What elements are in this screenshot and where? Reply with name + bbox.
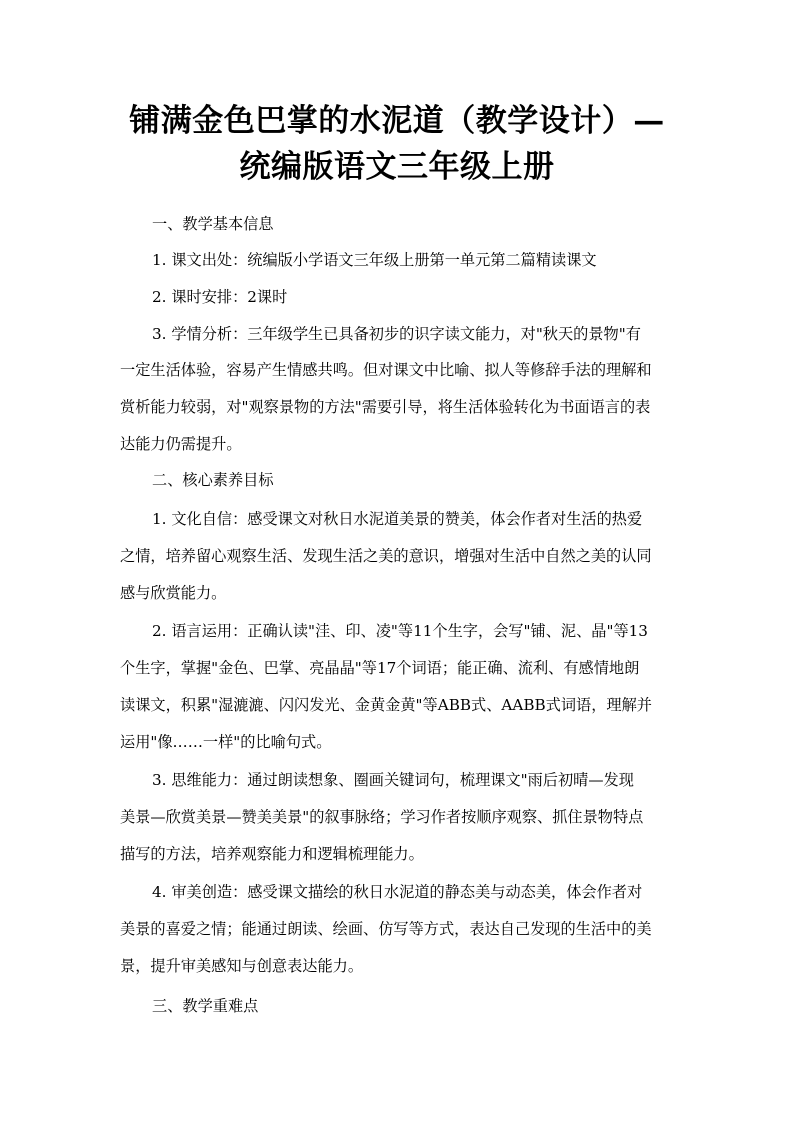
goal-thinking-line-1: 3. 思维能力：通过朗读想象、圈画关键词句，梳理课文"雨后初晴—发现 bbox=[152, 771, 634, 789]
info-item-analysis-line-4: 达能力仍需提升。 bbox=[120, 435, 242, 453]
info-item-hours: 2. 课时安排：2课时 bbox=[152, 288, 288, 306]
goal-culture-line-3: 感与欣赏能力。 bbox=[120, 584, 227, 602]
section-heading-basic-info: 一、教学基本信息 bbox=[152, 215, 274, 233]
goal-language-line-4: 运用"像……一样"的比喻句式。 bbox=[120, 733, 332, 751]
goal-aesthetic-line-3: 景，提升审美感知与创意表达能力。 bbox=[120, 957, 363, 975]
section-heading-key-difficulties: 三、教学重难点 bbox=[152, 997, 259, 1015]
goal-aesthetic-line-1: 4. 审美创造：感受课文描绘的秋日水泥道的静态美与动态美，体会作者对 bbox=[152, 883, 643, 901]
goal-language-line-3: 读课文，积累"湿漉漉、闪闪发光、金黄金黄"等ABB式、AABB式词语，理解并 bbox=[120, 696, 652, 714]
info-item-analysis-line-1: 3. 学情分析：三年级学生已具备初步的识字读文能力，对"秋天的景物"有 bbox=[152, 325, 641, 343]
goal-language-line-1: 2. 语言运用：正确认读"洼、印、凌"等11个生字，会写"铺、泥、晶"等13 bbox=[152, 622, 648, 640]
goal-culture-line-1: 1. 文化自信：感受课文对秋日水泥道美景的赞美，体会作者对生活的热爱 bbox=[152, 510, 643, 528]
document-title-line-1: 铺满金色巴掌的水泥道（教学设计）— bbox=[129, 103, 665, 139]
goal-thinking-line-3: 描写的方法，培养观察能力和逻辑梳理能力。 bbox=[120, 845, 424, 863]
info-item-analysis-line-2: 一定生活体验，容易产生情感共鸣。但对课文中比喻、拟人等修辞手法的理解和 bbox=[120, 361, 652, 379]
info-item-source: 1. 课文出处：统编版小学语文三年级上册第一单元第二篇精读课文 bbox=[152, 251, 597, 269]
info-item-analysis-line-3: 赏析能力较弱，对"观察景物的方法"需要引导，将生活体验转化为书面语言的表 bbox=[120, 398, 651, 416]
goal-aesthetic-line-2: 美景的喜爱之情；能通过朗读、绘画、仿写等方式，表达自己发现的生活中的美 bbox=[120, 920, 652, 938]
goal-thinking-line-2: 美景—欣赏美景—赞美美景"的叙事脉络；学习作者按顺序观察、抓住景物特点 bbox=[120, 808, 644, 826]
section-heading-core-goals: 二、核心素养目标 bbox=[152, 471, 274, 489]
document-title-line-2: 统编版语文三年级上册 bbox=[239, 149, 555, 185]
goal-culture-line-2: 之情，培养留心观察生活、发现生活之美的意识，增强对生活中自然之美的认同 bbox=[120, 547, 652, 565]
goal-language-line-2: 个生字，掌握"金色、巴掌、亮晶晶"等17个词语；能正确、流利、有感情地朗 bbox=[120, 659, 640, 677]
